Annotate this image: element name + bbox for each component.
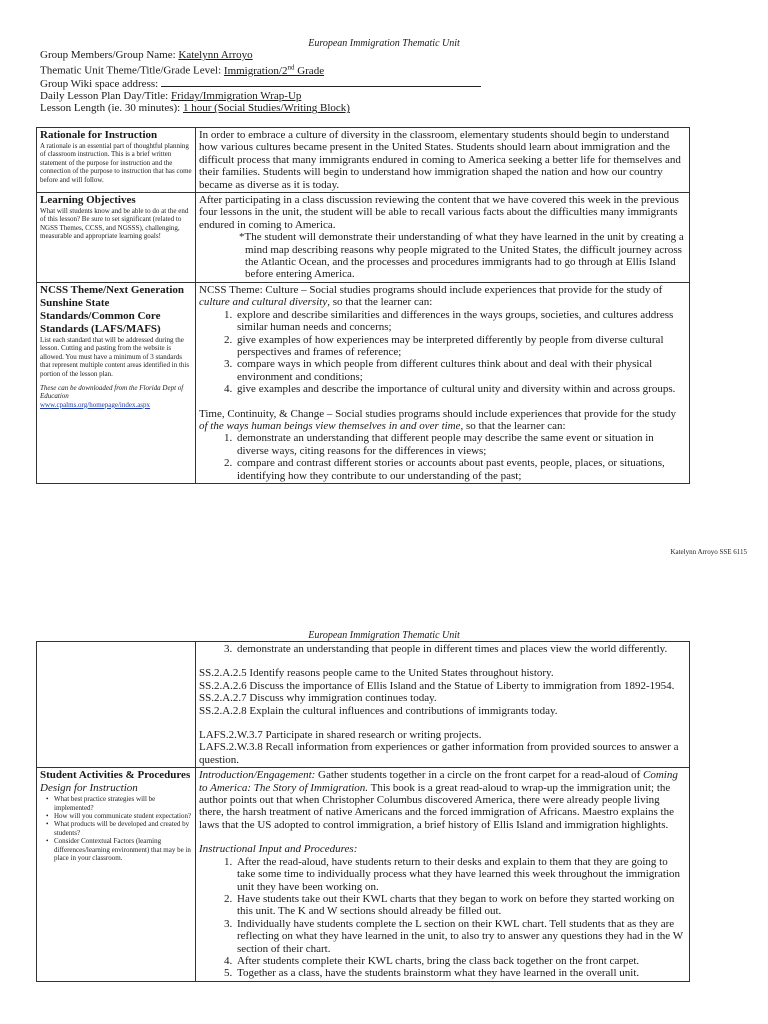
procedure-step: 2. Have students take out their KWL charts that they began to work on before they started working on this unit. The K and W sections should already be filled out. xyxy=(235,893,686,918)
activities-text-cell xyxy=(196,768,690,982)
activities-subheading: Design for Instruction xyxy=(40,782,138,795)
daily-line xyxy=(40,90,481,102)
design-bullet: • What best practice strategies will be implemented? xyxy=(48,795,192,812)
group-line xyxy=(40,49,481,61)
daily-label: Daily Lesson Plan Day/Title: xyxy=(40,90,171,103)
culture-item: 1. explore and describe similarities and differences in the ways groups, societies, and cultures address similar human needs and concerns; xyxy=(235,309,686,334)
length-value: 1 hour (Social Studies/Writing Block) xyxy=(182,102,350,115)
objectives-label-cell xyxy=(37,193,196,283)
theme-label: Thematic Unit Theme/Title/Grade Level: xyxy=(40,64,224,77)
culture-list xyxy=(199,309,686,396)
lesson-meta xyxy=(40,49,481,115)
culture-item: 3. compare ways in which people from different cultures think about and deal with their physical environment and conditions; xyxy=(235,358,686,383)
time-list xyxy=(199,432,686,482)
time-italic: of the ways human beings view themselves in and over time xyxy=(199,419,461,432)
rationale-note: A rationale is an essential part of thoughtful planning of classroom instruction. This is a brief written statement of the purpose for instruction and the connection of the purpose to instruction that has come before and will follow. xyxy=(40,142,192,184)
theme-value-end: Grade xyxy=(294,64,325,77)
ss-standard: SS.2.A.2.8 Explain the cultural influences and contributions of immigrants today. xyxy=(199,704,558,717)
time-list-continued xyxy=(199,643,686,655)
objectives-heading: Learning Objectives xyxy=(40,194,136,207)
objectives-text-cell xyxy=(196,193,690,283)
rationale-label-cell xyxy=(37,128,196,193)
theme-line xyxy=(40,61,481,77)
activities-heading: Student Activities & Procedures xyxy=(40,769,191,782)
activities-label-cell xyxy=(37,768,196,982)
design-bullet: • How will you communicate student expectation? xyxy=(48,812,192,820)
design-bullets xyxy=(40,795,192,862)
page-break xyxy=(0,590,768,620)
lesson-plan-table-1 xyxy=(36,127,690,484)
culture-italic: culture and cultural diversity xyxy=(199,296,328,309)
time-item: 3. demonstrate an understanding that people in different times and places view the world differently. xyxy=(235,643,686,655)
intro-rest: This book is a great read-aloud to wrap-up the immigration unit; the author points out that when Christopher Columbus discovered America, there were already people living there, the harsh treatment of native Americans and the forced immigration of Africans. Maestro explains the laws that the US adopted to control immigration, a brief history of Ellis Island and immigration highlights. xyxy=(199,781,674,831)
culture-item: 2. give examples of how experiences may be interpreted differently by people from diverse cultural perspectives and frames of reference; xyxy=(235,334,686,359)
theme-value-text: Immigration/2 xyxy=(223,64,288,77)
group-value: Katelynn Arroyo xyxy=(178,49,253,61)
culture-intro xyxy=(199,284,686,309)
objectives-note: What will students know and be able to do at the end of this lesson? Be sure to set significant (related to NGSS Themes, CCSS, and NGSSS), challenging, measurable and appropriate learning goals! xyxy=(40,207,189,241)
theme-value xyxy=(224,65,324,77)
page-2-content xyxy=(0,620,768,1024)
spacer xyxy=(199,655,686,667)
lafs-standard: LAFS.2.W.3.7 Participate in shared research or writing projects. xyxy=(199,729,482,742)
lafs-standard: LAFS.2.W.3.8 Recall information from experiences or gather information from provided sources to answer a question. xyxy=(199,741,679,766)
procedure-step: 5. Together as a class, have the students brainstorm what they have learned in the overall unit. xyxy=(235,967,686,979)
standards-row xyxy=(37,282,690,483)
unit-title-page-2: European Immigration Thematic Unit xyxy=(308,630,460,641)
spacer xyxy=(199,831,686,843)
wiki-label: Group Wiki space address: xyxy=(40,78,161,91)
standards-label-cell xyxy=(37,282,196,483)
intro-label: Introduction/Engagement: xyxy=(199,769,316,782)
rationale-row xyxy=(37,128,690,193)
length-line xyxy=(40,102,481,114)
wiki-line xyxy=(40,77,481,90)
standards-note-italic: These can be downloaded from the Florida Dept of Education xyxy=(40,383,184,401)
book-title: Coming to America: The Story of Immigration. xyxy=(199,769,678,794)
standards-note: List each standard that will be addressed during the lesson. Cutting and pasting from the website is allowed. You must have a minimum of 3 standards that represent multiple content areas identified in this portion of the lesson plan. xyxy=(40,335,190,378)
cpalms-link[interactable]: www.cpalms.org/homepage/index.aspx xyxy=(40,400,151,409)
page-footer: Katelynn Arroyo SSE 6115 xyxy=(670,548,747,556)
wiki-blank xyxy=(161,77,481,87)
lesson-plan-table-2 xyxy=(36,641,690,982)
intro-paragraph xyxy=(199,769,686,831)
time-intro-end: , so that the learner can: xyxy=(460,419,566,432)
time-intro-text: Time, Continuity, & Change – Social studies programs should include experiences that provide for the study xyxy=(199,407,677,420)
unit-title: European Immigration Thematic Unit xyxy=(308,38,460,49)
page-2 xyxy=(0,620,768,1024)
culture-intro-end: , so that the learner can: xyxy=(327,296,433,309)
standards-heading: NCSS Theme/Next Generation Sunshine State Standards/Common Core Standards (LAFS/MAFS) xyxy=(40,283,185,335)
time-item: 2. compare and contrast different stories or accounts about past events, people, places, or situations, identifying how they contribute to our understanding of the past; xyxy=(235,457,686,482)
procedure-step: 3. Individually have students complete the L section on their KWL chart. Tell students that as they are reflecting on what they have learned in the unit, to also try to answer any questions they had in the W section of their chart. xyxy=(235,918,686,955)
standards-continued-label-cell xyxy=(37,642,196,768)
culture-item: 4. give examples and describe the importance of cultural unity and diversity within and across groups. xyxy=(235,383,686,395)
objectives-text: After participating in a class discussion reviewing the content that we have covered this week in the previous four lessons in the unit, the student will be able to recall various facts about the difficulties many immigrants endured in coming to America. xyxy=(199,194,679,231)
procedure-step: 1. After the read-aloud, have students return to their desks and explain to them that they are going to take some time to individually process what they have learned this week throughout the immigration unit they have been working on. xyxy=(235,856,686,893)
ss-standard: SS.2.A.2.5 Identify reasons people came to the United States throughout history. xyxy=(199,667,554,680)
time-item: 1. demonstrate an understanding that different people may describe the same event or situation in diverse ways, citing reasons for the differences in views; xyxy=(235,432,686,457)
standards-continued-row xyxy=(37,642,690,768)
ss-standard: SS.2.A.2.6 Discuss the importance of Ellis Island and the Statue of Liberty to immigration from 1892-1954. xyxy=(199,679,675,692)
group-label: Group Members/Group Name: xyxy=(40,49,179,61)
intro-text: Gather students together in a circle on the front carpet for a read-aloud of xyxy=(315,769,644,782)
standards-continued-text-cell xyxy=(196,642,690,768)
ss-standard: SS.2.A.2.7 Discuss why immigration continues today. xyxy=(199,692,437,705)
procedure-steps xyxy=(199,856,686,980)
standards-text-cell xyxy=(196,282,690,483)
culture-intro-text: NCSS Theme: Culture – Social studies programs should include experiences that provide for the study of xyxy=(199,283,663,296)
rationale-text: In order to embrace a culture of diversity in the classroom, elementary students should begin to understand how various cultures became present in the United States. Students should learn about immigration and the difficult process that many immigrants endured in coming to America seeking a better life for themselves and their families. Students will begin to understand how immigration shaped the nation and how our country became as diverse as it is today. xyxy=(199,129,681,191)
objectives-row xyxy=(37,193,690,283)
time-intro xyxy=(199,408,686,433)
design-bullet: • What products will be developed and created by students? xyxy=(48,820,192,837)
activities-row xyxy=(37,768,690,982)
daily-value: Friday/Immigration Wrap-Up xyxy=(170,90,302,103)
input-label: Instructional Input and Procedures: xyxy=(199,843,358,856)
procedure-step: 4. After students complete their KWL charts, bring the class back together on the front carpet. xyxy=(235,955,686,967)
design-bullet: • Consider Contextual Factors (learning differences/learning environment) that may be in place in your classroom. xyxy=(48,837,192,862)
objectives-star-text: *The student will demonstrate their understanding of what they have learned in the unit by creating a mind map describing reasons why people migrated to the United States, the difficult journey across the Atlantic Ocean, and the processes and procedures immigrants had to go through at Ellis Island before entering America. xyxy=(239,231,684,281)
length-label: Lesson Length (ie. 30 minutes): xyxy=(40,102,183,115)
rationale-heading: Rationale for Instruction xyxy=(40,129,158,141)
theme-sup: nd xyxy=(287,63,295,72)
spacer xyxy=(199,717,686,729)
spacer xyxy=(199,396,686,408)
rationale-text-cell xyxy=(196,128,690,193)
